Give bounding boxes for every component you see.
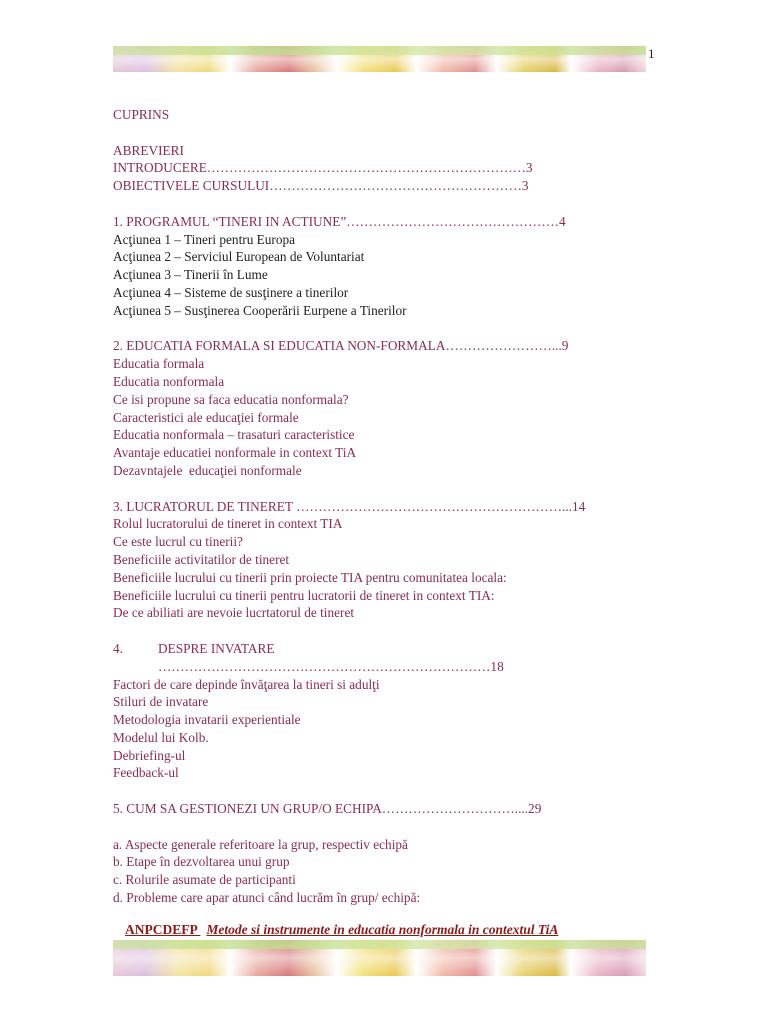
toc-item: Factori de care depinde învăţarea la tineri si adulţi [113, 676, 380, 692]
toc-section-4-label: DESPRE INVATARE [158, 640, 275, 656]
table-of-contents [113, 106, 653, 907]
toc-item: Educatia nonformala [113, 373, 225, 389]
toc-item: Beneficiile lucrului cu tinerii prin proiecte TIA pentru comunitatea locala: [113, 569, 507, 585]
toc-item: Modelul lui Kolb. [113, 729, 209, 745]
toc-item: Acţiunea 4 – Sisteme de susţinere a tinerilor [113, 284, 349, 300]
toc-item: Rolul lucratorului de tineret in context TIA [113, 516, 343, 532]
toc-section-5-title: 5. CUM SA GESTIONEZI UN GRUP/O ECHIPA…………………………....29 [113, 801, 542, 817]
toc-item: Beneficiile activitatilor de tineret [113, 551, 290, 567]
toc-item: De ce abiliati are nevoie lucrtatorul de tineret [113, 605, 355, 621]
toc-item: Acţiunea 2 – Serviciul European de Voluntariat [113, 249, 365, 265]
toc-item: Educatia formala [113, 356, 205, 372]
toc-section-4-dots: …………………………………………………………………18 [158, 658, 504, 674]
toc-item: Metodologia invatarii experientiale [113, 712, 301, 728]
toc-item: Feedback-ul [113, 765, 179, 781]
footer-organization: ANPCDEFP [125, 922, 197, 937]
toc-item: Stiluri de invatare [113, 694, 209, 710]
toc-item: Dezavntajele educaţiei nonformale [113, 462, 302, 478]
toc-item: Educatia nonformala – trasaturi caracteristice [113, 427, 355, 443]
footer-document-title: Metode si instrumente in educatia nonformala in contextul TiA [206, 922, 559, 937]
header-decorative-banner [113, 46, 646, 72]
toc-item: Ce isi propune sa faca educatia nonformala? [113, 391, 349, 407]
toc-heading: CUPRINS [113, 107, 170, 122]
toc-section-1-title: 1. PROGRAMUL “TINERI IN ACTIUNE”…………………………………………4 [113, 213, 566, 229]
toc-item: a. Aspecte generale referitoare la grup, respectiv echipă [113, 836, 408, 852]
footer-decorative-banner [113, 940, 646, 976]
toc-section-3-title: 3. LUCRATORUL DE TINERET ……………………………………………………...14 [113, 498, 586, 514]
toc-item: Acţiunea 1 – Tineri pentru Europa [113, 231, 296, 247]
toc-entry-introducere: INTRODUCERE………………………………………………………………3 [113, 160, 533, 176]
toc-item: Ce este lucrul cu tinerii? [113, 534, 243, 550]
toc-item: Acţiunea 3 – Tinerii în Lume [113, 267, 268, 283]
toc-entry-abrevieri: ABREVIERI [113, 142, 184, 158]
toc-section-4-number: 4. [113, 640, 123, 656]
toc-item: d. Probleme care apar atunci când lucrăm în grup/ echipă: [113, 890, 421, 906]
toc-item: Beneficiile lucrului cu tinerii pentru lucratorii de tineret in context TIA: [113, 587, 495, 603]
page-footer [125, 922, 558, 938]
toc-section-2-title: 2. EDUCATIA FORMALA SI EDUCATIA NON-FORMALA……………………...9 [113, 338, 569, 354]
toc-item: c. Rolurile asumate de participanti [113, 872, 296, 888]
toc-entry-obiective: OBIECTIVELE CURSULUI…………………………………………………3 [113, 178, 529, 194]
toc-item: Caracteristici ale educaţiei formale [113, 409, 299, 425]
toc-item: Avantaje educatiei nonformale in context TiA [113, 445, 357, 461]
page-number: 1 [648, 46, 655, 61]
toc-item: Acţiunea 5 – Susţinerea Cooperării Eurpene a Tinerilor [113, 302, 407, 318]
toc-section-4-title [113, 640, 653, 658]
toc-item: Debriefing-ul [113, 747, 186, 763]
toc-item: b. Etape în dezvoltarea unui grup [113, 854, 290, 870]
